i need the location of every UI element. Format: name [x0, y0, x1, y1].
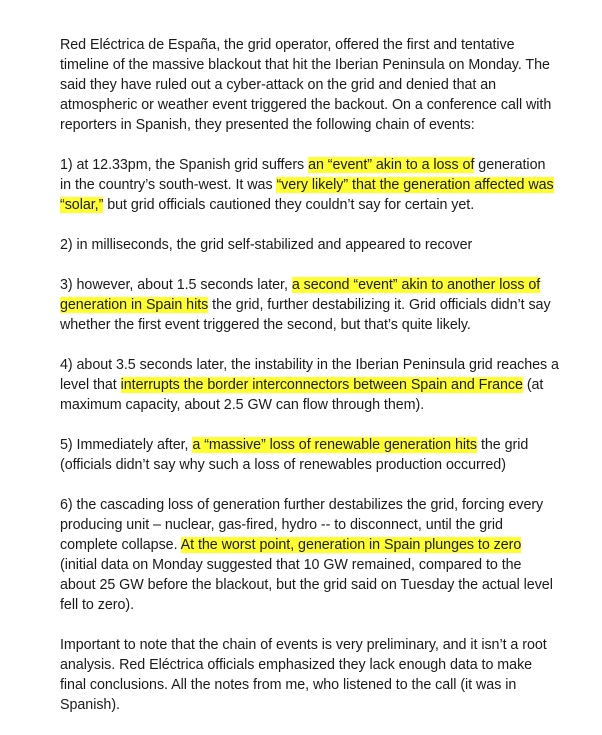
text-segment: 5) Immediately after, [60, 437, 193, 453]
text-segment: 2) in milliseconds, the grid self-stabilized and appeared to recover [60, 237, 473, 253]
paragraph-event-2 [60, 235, 560, 255]
text-segment: 4) about 3.5 seconds later, the instability in the Iberian Peninsula grid reaches a level that [60, 357, 559, 393]
paragraph-event-3 [60, 275, 560, 335]
text-segment: (at maximum capacity, about 2.5 GW can flow through them). [60, 377, 544, 413]
text-segment: Red Eléctrica de España, the grid operator, offered the first and tentative timeline of the massive blackout that hit the Iberian Peninsula on Monday. The said they have ruled out a cyber-attack on the grid and denied that an atmospheric or weather event triggered the backout. On a conference call with reporters in Spanish, they presented the following chain of events: [60, 37, 552, 133]
highlighted-text: “very likely” that the generation affected was “solar,” [60, 177, 554, 213]
highlighted-text: a second “event” akin to another loss of generation in Spain hits [60, 277, 541, 313]
paragraph-event-4 [60, 355, 560, 415]
text-segment: (initial data on Monday suggested that 10 GW remained, compared to the about 25 GW before the blackout, but the grid said on Tuesday the actual level fell to zero). [60, 557, 553, 613]
text-segment: 1) at 12.33pm, the Spanish grid suffers [60, 157, 309, 173]
paragraph-event-1 [60, 155, 560, 215]
text-segment: the grid, further destabilizing it. Grid officials didn’t say whether the first event triggered the second, but that’s quite likely. [60, 297, 551, 333]
document-body [60, 35, 560, 735]
paragraph-intro [60, 35, 560, 135]
text-segment: Important to note that the chain of events is very preliminary, and it isn’t a root analysis. Red Eléctrica officials emphasized they lack enough data to make final conclusions. All the notes from me, who listened to the call (it was in Spanish). [60, 637, 547, 713]
highlighted-text: a “massive” loss of renewable generation hits [192, 437, 478, 453]
paragraph-event-6 [60, 495, 560, 615]
paragraph-event-5 [60, 435, 560, 475]
text-segment: generation in the country’s south-west. It was [60, 157, 546, 193]
text-segment: 3) however, about 1.5 seconds later, [60, 277, 292, 293]
text-segment: the grid (officials didn’t say why such a loss of renewables production occurred) [60, 437, 529, 473]
paragraph-conclusion [60, 635, 560, 715]
highlighted-text: At the worst point, generation in Spain plunges to zero [180, 537, 522, 553]
text-segment: 6) the cascading loss of generation further destabilizes the grid, forcing every producing unit – nuclear, gas-fired, hydro -- to disconnect, until the grid complete collapse. [60, 497, 544, 553]
highlighted-text: interrupts the border interconnectors between Spain and France [120, 377, 523, 393]
highlighted-text: an “event” akin to a loss of [308, 157, 475, 173]
text-segment: but grid officials cautioned they couldn’t say for certain yet. [103, 197, 475, 213]
